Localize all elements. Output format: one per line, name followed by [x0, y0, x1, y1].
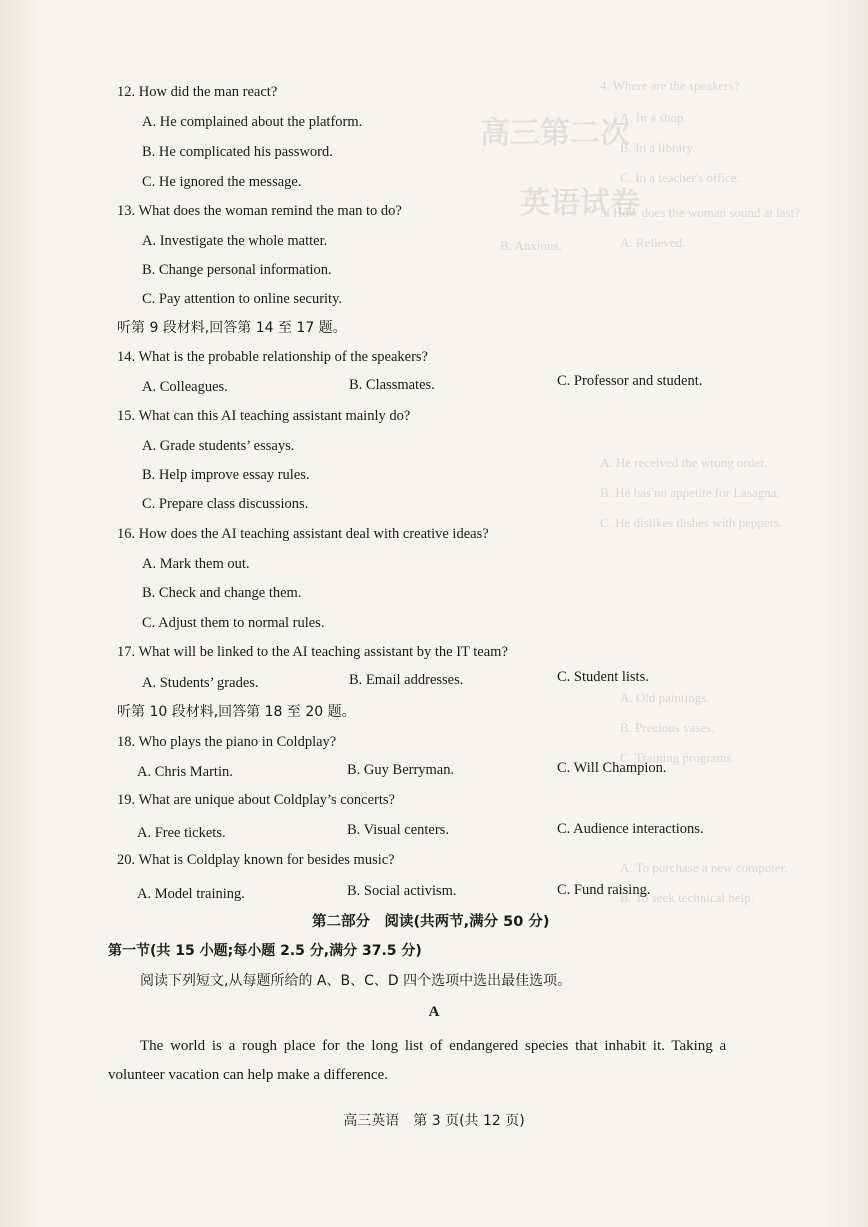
bleed-through-text: A. To purchase a new computer.	[620, 860, 788, 875]
option-15-c: C. Prepare class discussions.	[142, 496, 309, 512]
option-20-a: A. Model training.	[137, 886, 245, 902]
bleed-through-title: 英语试卷	[520, 186, 640, 221]
question-12	[117, 83, 277, 101]
bleed-through-text: A. Old paintings.	[620, 690, 710, 705]
question-number: 18.	[117, 734, 136, 750]
question-text: What are unique about Coldplay’s concerts?	[138, 792, 395, 808]
page-footer: 高三英语 第 3 页(共 12 页)	[343, 1113, 525, 1129]
section-header-9: 听第 9 段材料,回答第 14 至 17 题。	[117, 320, 347, 336]
question-text: How does the AI teaching assistant deal with creative ideas?	[138, 526, 489, 542]
option-16-b: B. Check and change them.	[142, 585, 302, 601]
question-text: What is the probable relationship of the speakers?	[138, 349, 428, 365]
option-14-a: A. Colleagues.	[142, 379, 228, 395]
part-two-title: 第二部分 阅读(共两节,满分 50 分)	[312, 914, 550, 930]
option-19-b: B. Visual centers.	[347, 822, 449, 838]
bleed-through-text: B. To seek technical help.	[620, 890, 754, 905]
option-15-a: A. Grade students’ essays.	[142, 438, 295, 454]
question-number: 14.	[117, 349, 136, 365]
option-18-c: C. Will Champion.	[557, 760, 667, 776]
option-19-c: C. Audience interactions.	[557, 821, 704, 837]
passage-line-1: The world is a rough place for the long list of endangered species that inhabit it. Taking a	[140, 1038, 727, 1054]
question-text: What can this AI teaching assistant mainly do?	[138, 408, 411, 424]
bleed-through-text: A. He received the wrong order.	[600, 455, 768, 470]
question-number: 13.	[117, 203, 136, 219]
question-number: 17.	[117, 644, 136, 660]
option-14-b: B. Classmates.	[349, 377, 435, 393]
question-17	[117, 643, 508, 661]
option-14-c: C. Professor and student.	[557, 373, 703, 389]
question-number: 20.	[117, 852, 136, 868]
question-19	[117, 791, 395, 809]
option-16-a: A. Mark them out.	[142, 556, 250, 572]
question-text: What is Coldplay known for besides music?	[138, 852, 395, 868]
option-16-c: C. Adjust them to normal rules.	[142, 615, 325, 631]
option-13-b: B. Change personal information.	[142, 262, 332, 278]
bleed-through-text: B. Precious vases.	[620, 720, 715, 735]
bleed-through-text: B. In a library.	[620, 140, 696, 155]
bleed-through-text: B. Anxious.	[500, 238, 562, 253]
passage-line-2: volunteer vacation can help make a difference.	[108, 1067, 388, 1083]
question-20	[117, 851, 395, 869]
question-13	[117, 202, 402, 220]
option-20-c: C. Fund raising.	[557, 882, 651, 898]
question-text: What does the woman remind the man to do?	[138, 203, 402, 219]
question-number: 19.	[117, 792, 136, 808]
option-12-a: A. He complained about the platform.	[142, 114, 363, 130]
option-13-c: C. Pay attention to online security.	[142, 291, 343, 307]
bleed-through-text: 4. Where are the speakers?	[600, 78, 740, 93]
option-18-b: B. Guy Berryman.	[347, 762, 455, 778]
option-12-c: C. He ignored the message.	[142, 174, 302, 190]
question-text: How did the man react?	[138, 84, 278, 100]
bleed-through-text: C. In a teacher's office.	[620, 170, 740, 185]
question-text: What will be linked to the AI teaching assistant by the IT team?	[138, 644, 508, 660]
bleed-through-title: 高三第二次	[480, 116, 630, 151]
option-20-b: B. Social activism.	[347, 883, 457, 899]
question-16	[117, 525, 489, 543]
bleed-through-text: B. He has no appetite for Lasagna.	[600, 485, 780, 500]
option-15-b: B. Help improve essay rules.	[142, 467, 310, 483]
question-14	[117, 348, 428, 366]
section-one-header: 第一节(共 15 小题;每小题 2.5 分,满分 37.5 分)	[108, 943, 422, 959]
reading-instruction: 阅读下列短文,从每题所给的 A、B、C、D 四个选项中选出最佳选项。	[140, 973, 572, 989]
bleed-through-text: A. Relieved.	[620, 235, 686, 250]
option-17-a: A. Students’ grades.	[142, 675, 259, 691]
question-15	[117, 407, 410, 425]
question-text: Who plays the piano in Coldplay?	[138, 734, 337, 750]
section-header-10: 听第 10 段材料,回答第 18 至 20 题。	[117, 704, 356, 720]
option-17-b: B. Email addresses.	[349, 672, 464, 688]
bleed-through-text: C. He dislikes dishes with peppers.	[600, 515, 783, 530]
bleed-through-text: C. Training programs.	[620, 750, 735, 765]
bleed-through-text: A. In a shop.	[620, 110, 687, 125]
question-number: 15.	[117, 408, 136, 424]
passage-letter: A	[428, 1004, 440, 1020]
option-13-a: A. Investigate the whole matter.	[142, 233, 328, 249]
bleed-through-text: 5. How does the woman sound at last?	[600, 205, 801, 220]
question-18	[117, 733, 336, 751]
question-number: 16.	[117, 526, 136, 542]
option-12-b: B. He complicated his password.	[142, 144, 333, 160]
option-17-c: C. Student lists.	[557, 669, 649, 685]
option-19-a: A. Free tickets.	[137, 825, 226, 841]
option-18-a: A. Chris Martin.	[137, 764, 233, 780]
question-number: 12.	[117, 84, 136, 100]
